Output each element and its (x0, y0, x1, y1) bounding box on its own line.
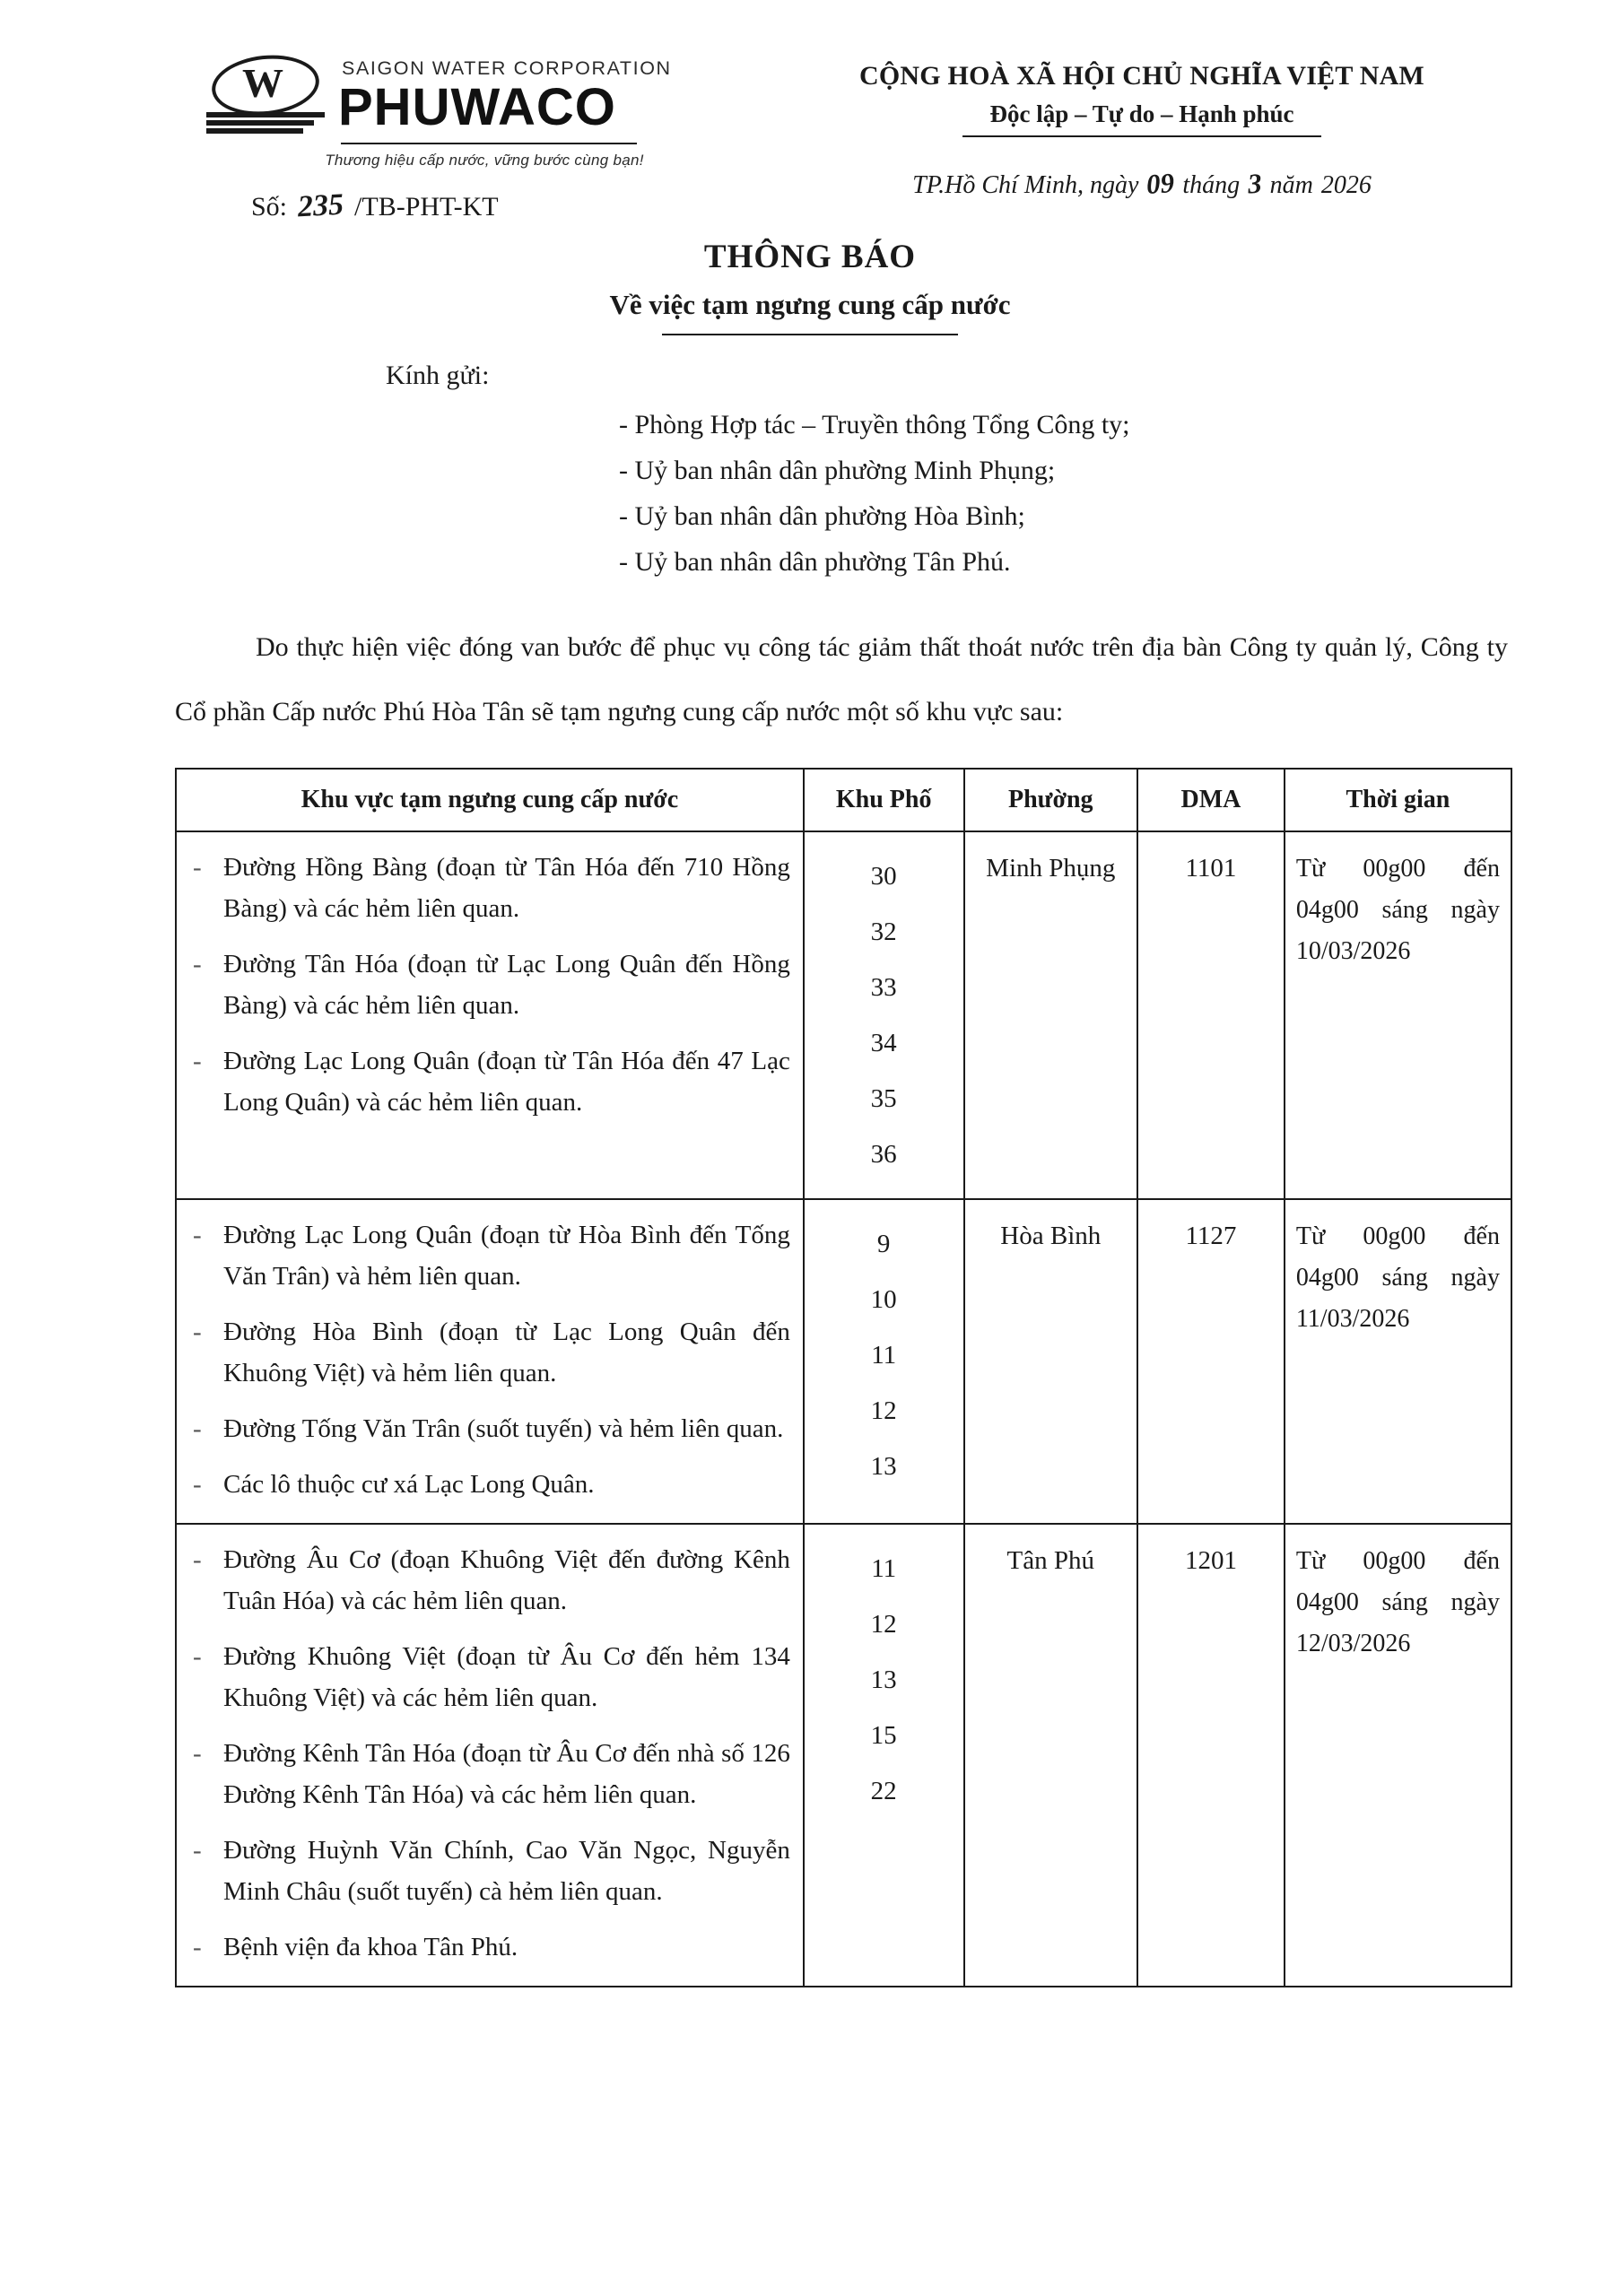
area-item: - Bệnh viện đa khoa Tân Phú. (186, 1926, 790, 1968)
area-item: - Đường Âu Cơ (đoạn Khuông Việt đến đường Kênh Tuân Hóa) và các hẻm liên quan. (186, 1539, 790, 1622)
khu-pho-item: 36 (870, 1140, 897, 1169)
recipients-list (619, 402, 1620, 585)
khu-pho-item: 22 (870, 1777, 897, 1805)
area-item: - Đường Huỳnh Văn Chính, Cao Văn Ngọc, Nguyễn Minh Châu (suốt tuyến) cà hẻm liên quan. (186, 1830, 790, 1912)
area-item: - Đường Lạc Long Quân (đoạn từ Hòa Bình đến Tống Văn Trân) và hẻm liên quan. (186, 1214, 790, 1297)
khu-pho-item: 12 (870, 1610, 897, 1639)
country-name: CỘNG HOÀ XÃ HỘI CHỦ NGHĨA VIỆT NAM (859, 61, 1424, 91)
year-label: năm (1269, 171, 1313, 199)
th-dma: DMA (1137, 769, 1285, 831)
khu-pho-item: 13 (870, 1452, 897, 1481)
th-area: Khu vực tạm ngưng cung cấp nước (176, 769, 804, 831)
area-item: - Đường Tống Văn Trân (suốt tuyến) và hẻm liên quan. (186, 1408, 790, 1449)
cell-phuong: Tân Phú (964, 1524, 1138, 1987)
document-number (251, 189, 762, 223)
recipients-label: Kính gửi: (386, 361, 490, 390)
khu-pho-item: 13 (870, 1665, 897, 1694)
document-header (0, 0, 1620, 223)
notice-table (175, 768, 1512, 1987)
khu-pho-item: 32 (870, 918, 897, 946)
area-item: - Đường Lạc Long Quân (đoạn từ Tân Hóa đến 47 Lạc Long Quân) và các hẻm liên quan. (186, 1040, 790, 1123)
phuwaco-logo-icon (206, 54, 327, 139)
cell-khu-pho (804, 1524, 964, 1987)
khu-pho-item: 9 (876, 1230, 891, 1258)
document-number-label: Số: (251, 192, 288, 222)
company-corp-line: SAIGON WATER CORPORATION (342, 57, 672, 79)
cell-phuong: Minh Phụng (964, 831, 1138, 1199)
khu-pho-item: 33 (870, 973, 897, 1002)
cell-time: Từ 00g00 đến 04g00 sáng ngày 12/03/2026 (1285, 1524, 1511, 1987)
company-block (206, 54, 762, 223)
company-logo (206, 54, 762, 139)
khu-pho-item: 11 (871, 1341, 897, 1370)
table-row (176, 831, 1511, 1199)
company-slogan: Thương hiệu cấp nước, vững bước cùng bạn! (325, 152, 644, 169)
national-motto: Độc lập – Tự do – Hạnh phúc (989, 100, 1294, 127)
place-and-date (762, 168, 1521, 200)
area-item: - Đường Kênh Tân Hóa (đoạn từ Âu Cơ đến nhà số 126 Đường Kênh Tân Hóa) và các hẻm liên quan. (186, 1733, 790, 1815)
cell-area (176, 1199, 804, 1524)
date-day: 09 (1145, 166, 1176, 201)
area-item: - Các lô thuộc cư xá Lạc Long Quân. (186, 1464, 790, 1505)
table-header-row (176, 769, 1511, 831)
national-block (762, 54, 1521, 200)
area-item: - Đường Khuông Việt (đoạn từ Âu Cơ đến hẻm 134 Khuông Việt) và các hẻm liên quan. (186, 1636, 790, 1718)
recipient-item: - Uỷ ban nhân dân phường Minh Phụng; (619, 456, 1056, 485)
khu-pho-item: 11 (871, 1554, 897, 1583)
area-item: - Đường Tân Hóa (đoạn từ Lạc Long Quân đến Hồng Bàng) và các hẻm liên quan. (186, 944, 790, 1026)
th-phuong: Phường (964, 769, 1138, 831)
cell-time: Từ 00g00 đến 04g00 sáng ngày 10/03/2026 (1285, 831, 1511, 1199)
cell-khu-pho (804, 1199, 964, 1524)
document-number-value: 235 (297, 187, 344, 224)
khu-pho-item: 15 (870, 1721, 897, 1750)
cell-dma: 1127 (1137, 1199, 1285, 1524)
cell-area (176, 831, 804, 1199)
title-divider (662, 334, 958, 335)
cell-khu-pho (804, 831, 964, 1199)
khu-pho-item: 12 (870, 1396, 897, 1425)
place-prefix: TP.Hồ Chí Minh, ngày (912, 171, 1139, 199)
area-item: - Đường Hòa Bình (đoạn từ Lạc Long Quân đến Khuông Việt) và hẻm liên quan. (186, 1311, 790, 1394)
notice-table-wrap (175, 768, 1512, 1987)
date-month: 3 (1246, 167, 1263, 200)
table-row (176, 1524, 1511, 1987)
month-label: tháng (1182, 171, 1241, 199)
khu-pho-item: 34 (870, 1029, 897, 1057)
logo-divider (341, 143, 637, 144)
company-brand: PHUWACO (338, 78, 616, 136)
body-paragraph: Do thực hiện việc đóng van bước để phục vụ công tác giảm thất thoát nước trên địa bàn Công ty quản lý, Công ty Cổ phần Cấp nước Phú Hòa Tân sẽ tạm ngưng cung cấp nước một số khu vực sau: (175, 632, 1508, 726)
recipient-item: - Uỷ ban nhân dân phường Tân Phú. (619, 547, 1011, 577)
document-number-code: /TB-PHT-KT (354, 192, 499, 222)
th-khu-pho: Khu Phố (804, 769, 964, 831)
khu-pho-item: 30 (870, 862, 897, 891)
table-row (176, 1199, 1511, 1524)
th-time: Thời gian (1285, 769, 1511, 831)
recipient-item: - Phòng Hợp tác – Truyền thông Tổng Công ty; (619, 410, 1130, 439)
cell-phuong: Hòa Bình (964, 1199, 1138, 1524)
cell-time: Từ 00g00 đến 04g00 sáng ngày 11/03/2026 (1285, 1199, 1511, 1524)
recipient-item: - Uỷ ban nhân dân phường Hòa Bình; (619, 501, 1025, 531)
page-title: THÔNG BÁO (703, 239, 917, 275)
cell-dma: 1201 (1137, 1524, 1285, 1987)
cell-area (176, 1524, 804, 1987)
document-title-block (0, 238, 1620, 335)
khu-pho-item: 35 (870, 1084, 897, 1113)
area-item: - Đường Hồng Bàng (đoạn từ Tân Hóa đến 710 Hồng Bàng) và các hẻm liên quan. (186, 847, 790, 929)
motto-divider (962, 135, 1321, 137)
page-subtitle: Về việc tạm ngưng cung cấp nước (609, 289, 1011, 320)
khu-pho-item: 10 (870, 1285, 897, 1314)
date-year: 2026 (1320, 171, 1372, 199)
logo-letter: W (242, 60, 283, 106)
cell-dma: 1101 (1137, 831, 1285, 1199)
